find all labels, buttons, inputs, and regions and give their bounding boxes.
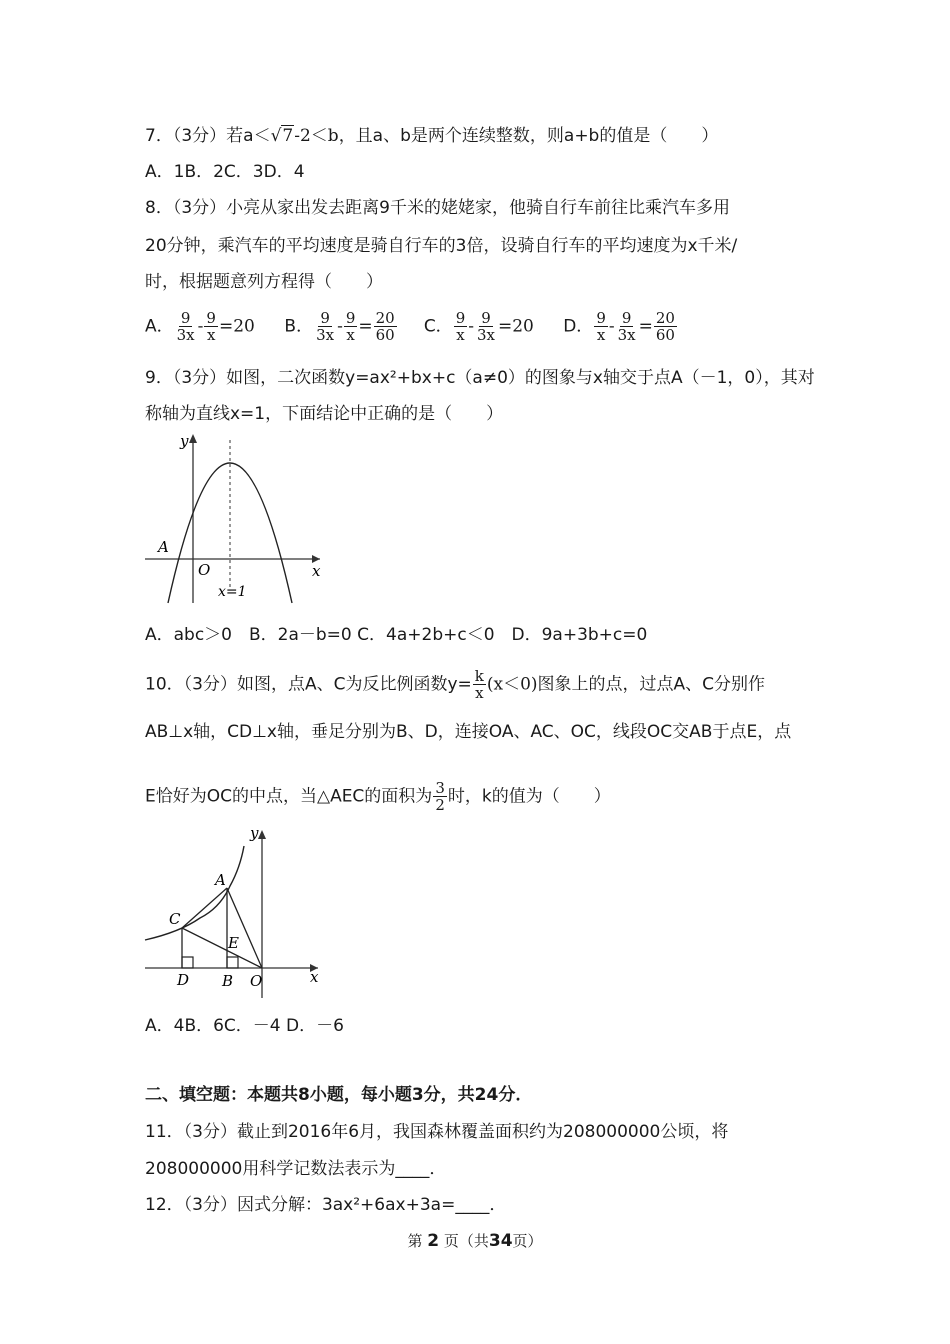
frac-num: 20 [655, 309, 675, 327]
frac-num: 9 [206, 309, 216, 327]
x-axis-label: x [312, 562, 321, 580]
q11-line2: 208000000用科学记数法表示为____． [145, 1159, 447, 1179]
q7-lt2: ＜ [310, 126, 328, 146]
fraction [175, 310, 197, 343]
equals: = [638, 316, 653, 337]
q8-option-b [284, 310, 418, 343]
q8-line2: 20分钟，乘汽车的平均速度是骑自行车的3倍，设骑自行车的平均速度为x千米/ [145, 236, 738, 256]
operator: - [337, 316, 343, 337]
fraction [475, 310, 497, 343]
frac-den: 3x [176, 326, 195, 344]
operator: - [468, 316, 474, 337]
q8-option-a [145, 310, 279, 343]
q10-line1-post: 图象上的点，过点A、C分别作 [537, 674, 766, 695]
fraction [374, 310, 397, 343]
q7-options: A．1B．2C．3D．4 [145, 162, 305, 182]
frac-num: 3 [435, 779, 445, 797]
page-footer [0, 1230, 950, 1251]
point-d-label: D [177, 971, 190, 989]
q8-option-label: D． [563, 316, 594, 337]
q10-line3 [145, 780, 611, 813]
q7-b: b [327, 126, 339, 146]
origin-label: O [250, 972, 263, 990]
q7-radicand: 7 [282, 126, 294, 146]
q8-option-label: A． [145, 316, 174, 337]
q8-options [145, 310, 678, 343]
point-a-label: A [158, 538, 169, 556]
q7-suffix: ，且a、b是两个连续整数，则a+b的值是（ ） [338, 126, 719, 146]
point-a-label: A [215, 871, 226, 889]
q10-line1 [145, 668, 765, 701]
point-c-label: C [169, 910, 181, 928]
frac-num: 20 [375, 309, 395, 327]
frac-den: x [456, 326, 465, 344]
footer-pre: 第 [407, 1232, 423, 1250]
equals: =20 [498, 316, 534, 337]
segment-ac [182, 888, 227, 928]
section-heading: 二、填空题：本题共8小题，每小题3分，共24分． [145, 1085, 533, 1105]
frac-den: x [475, 684, 484, 702]
frac-num: 9 [481, 309, 491, 327]
y-axis-arrow [258, 830, 266, 839]
frac-num: 9 [621, 309, 632, 327]
fraction [654, 310, 677, 343]
q10-line1-pre: 10．（3分）如图，点A、C为反比例函数y= [145, 674, 472, 695]
frac-den: 3x [476, 326, 495, 344]
fraction [344, 310, 358, 343]
q7-sqrt-symbol: √ [270, 126, 282, 146]
frac-num: 9 [455, 309, 466, 327]
q10-area-fraction [433, 780, 447, 813]
frac-num: 9 [180, 309, 191, 327]
frac-den: 60 [655, 326, 675, 344]
frac-num: 9 [320, 309, 330, 327]
q11-line1: 11．（3分）截止到2016年6月，我国森林覆盖面积约为208000000公顷，将 [145, 1122, 729, 1142]
q10-line3-post: 时，k的值为（ ） [447, 786, 611, 807]
segment-ao [227, 888, 262, 968]
segment-co [182, 928, 262, 968]
q10-line3-pre: E恰好为OC的中点，当△AEC的面积为 [145, 786, 433, 807]
q8-option-label: B． [284, 316, 314, 337]
q7-prefix: 7．（3分）若a [145, 126, 254, 146]
q8-option-label: C． [423, 316, 453, 337]
footer-mid: 页（共 [443, 1232, 489, 1250]
q9-options: A．abc＞0 B．2a－b=0 C．4a+2b+c＜0 D．9a+3b+c=0 [145, 625, 648, 645]
q9-parabola-figure [140, 428, 340, 608]
frac-num: 9 [596, 309, 606, 327]
q7-stem [145, 124, 718, 148]
q10-line2: AB⊥x轴，CD⊥x轴，垂足分别为B、D，连接OA、AC、OC，线段OC交AB于点E，点 [145, 722, 792, 742]
q8-option-d [563, 310, 678, 343]
right-angle-b [227, 957, 238, 968]
q10-condition: (x＜0) [486, 674, 538, 695]
right-angle-d [182, 957, 193, 968]
x-axis-label: x [310, 968, 319, 986]
point-b-label: B [222, 972, 234, 990]
frac-num: k [474, 667, 484, 685]
y-axis-label: y [250, 824, 259, 842]
footer-post: 页） [512, 1232, 543, 1250]
q7-minus: -2 [294, 126, 311, 146]
q10-options: A．4B．6C．－4 D．－6 [145, 1016, 344, 1036]
frac-den: x [596, 326, 606, 344]
q10-fraction [473, 668, 486, 701]
q10-hyperbola-figure [140, 820, 340, 1000]
q9-line2: 称轴为直线x=1，下面结论中正确的是（ ） [145, 404, 504, 424]
origin-label: O [198, 561, 211, 579]
fraction [204, 310, 218, 343]
footer-total-pages: 34 [488, 1231, 513, 1251]
axis-equation-label: x=1 [218, 584, 247, 600]
y-axis-arrow [189, 434, 197, 443]
point-e-label: E [228, 934, 239, 952]
equals: =20 [218, 316, 255, 337]
operator: - [608, 316, 615, 337]
frac-num: 9 [345, 309, 356, 327]
q8-option-c [424, 310, 558, 343]
q12-line1: 12．（3分）因式分解：3ax²+6ax+3a=____． [145, 1195, 507, 1215]
q7-lt1: ＜ [253, 126, 271, 146]
q9-line1: 9．（3分）如图，二次函数y=ax²+bx+c（a≠0）的图象与x轴交于点A（－1，0），其对 [145, 368, 815, 388]
y-axis-label: y [180, 432, 189, 450]
fraction [454, 310, 468, 343]
fraction [616, 310, 638, 343]
frac-den: 60 [375, 326, 395, 344]
footer-page-number: 2 [427, 1231, 440, 1251]
frac-den: 3x [316, 326, 335, 344]
frac-den: x [346, 326, 355, 344]
equals: = [358, 316, 373, 337]
q8-line1: 8．（3分）小亮从家出发去距离9千米的姥姥家，他骑自行车前往比乘汽车多用 [145, 198, 730, 218]
frac-den: 2 [435, 796, 445, 814]
frac-den: 3x [617, 326, 636, 344]
frac-den: x [206, 326, 216, 344]
q8-line3: 时，根据题意列方程得（ ） [145, 272, 383, 292]
operator: - [197, 316, 204, 337]
fraction [594, 310, 608, 343]
fraction [314, 310, 336, 343]
